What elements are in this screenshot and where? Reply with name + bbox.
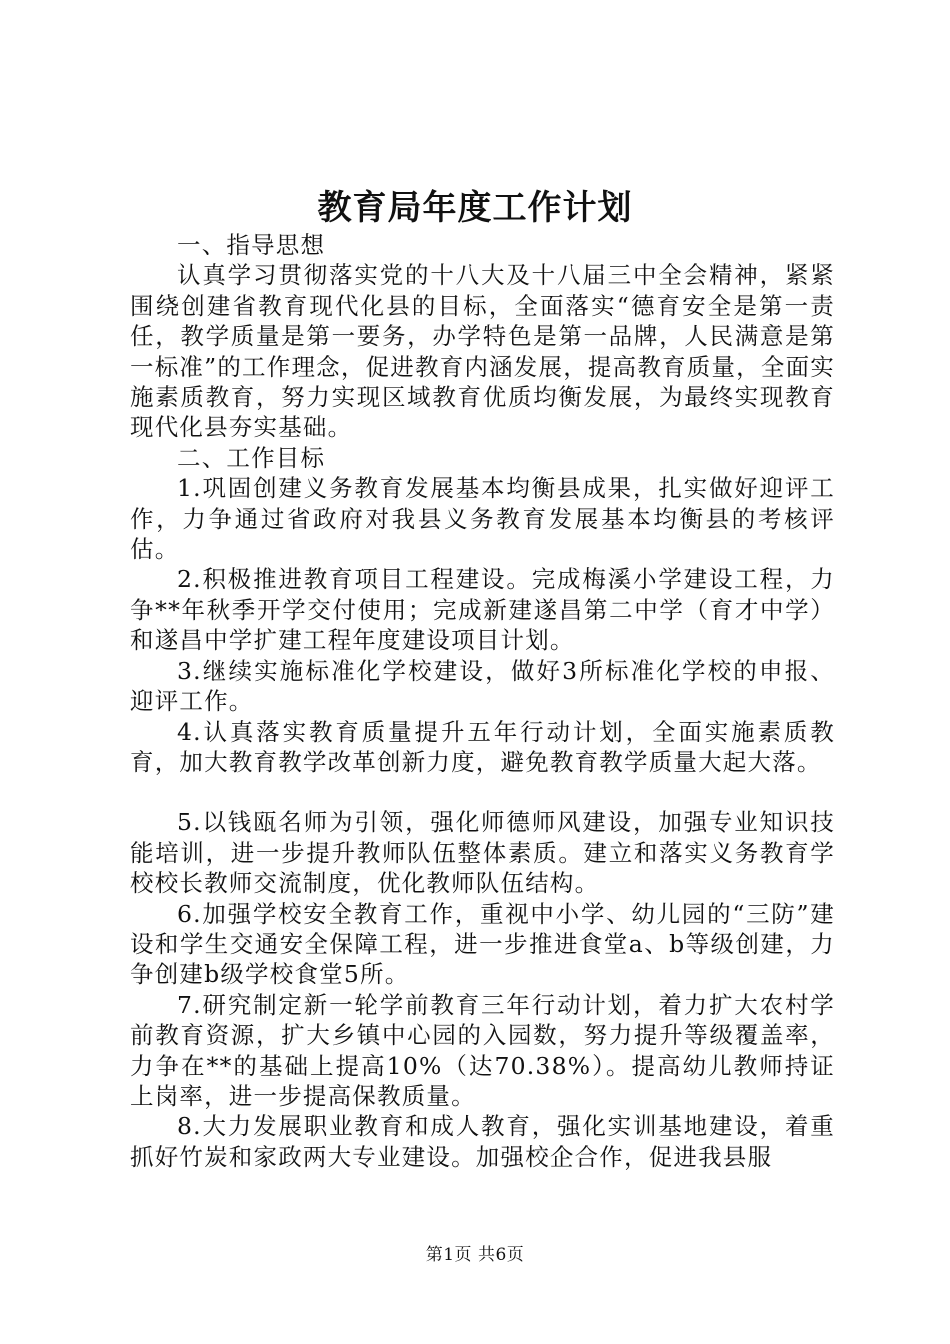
- goal-item-4: 4.认真落实教育质量提升五年行动计划，全面实施素质教育，加大教育教学改革创新力度，避免教育教学质量大起大落。: [130, 717, 835, 776]
- goal-item-7: 7.研究制定新一轮学前教育三年行动计划，着力扩大农村学前教育资源，扩大乡镇中心园的入园数，努力提升等级覆盖率，力争在**的基础上提高10%（达70.38%）。提高幼儿教师持证上岗率，进一步提高保教质量。: [130, 990, 835, 1110]
- section-heading-work-goals: 二、工作目标: [177, 443, 326, 472]
- goal-item-8: 8.大力发展职业教育和成人教育，强化实训基地建设，着重抓好竹炭和家政两大专业建设。加强校企合作，促进我县服: [130, 1112, 835, 1171]
- blank-line: [130, 777, 835, 807]
- goal-item-6: 6.加强学校安全教育工作，重视中小学、幼儿园的“三防”建设和学生交通安全保障工程，进一步推进食堂a、b等级创建，力争创建b级学校食堂5所。: [130, 899, 835, 989]
- goal-item-1: 1.巩固创建义务教育发展基本均衡县成果，扎实做好迎评工作，力争通过省政府对我县义务教育发展基本均衡县的考核评估。: [130, 474, 835, 564]
- document-title: 教育局年度工作计划: [317, 188, 633, 228]
- goal-item-3: 3.继续实施标准化学校建设，做好3所标准化学校的申报、迎评工作。: [130, 656, 835, 716]
- page-footer: 第1页 共6页: [425, 1245, 525, 1265]
- document-body: [130, 230, 835, 1172]
- goal-item-2: 2.积极推进教育项目工程建设。完成梅溪小学建设工程，力争**年秋季开学交付使用；完成新建遂昌第二中学（育才中学）和遂昌中学扩建工程年度建设项目计划。: [130, 565, 835, 655]
- goal-item-5: 5.以钱瓯名师为引领，强化师德师风建设，加强专业知识技能培训，进一步提升教师队伍整体素质。建立和落实义务教育学校校长教师交流制度，优化教师队伍结构。: [130, 808, 835, 898]
- paragraph-guiding-ideology: 认真学习贯彻落实党的十八大及十八届三中全会精神，紧紧围绕创建省教育现代化县的目标，全面落实“德育安全是第一责任，教学质量是第一要务，办学特色是第一品牌，人民满意是第一标准”的工作理念，促进教育内涵发展，提高教育质量，全面实施素质教育，努力实现区域教育优质均衡发展，为最终实现教育现代化县夯实基础。: [130, 261, 835, 442]
- section-heading-guiding-ideology: 一、指导思想: [177, 231, 326, 259]
